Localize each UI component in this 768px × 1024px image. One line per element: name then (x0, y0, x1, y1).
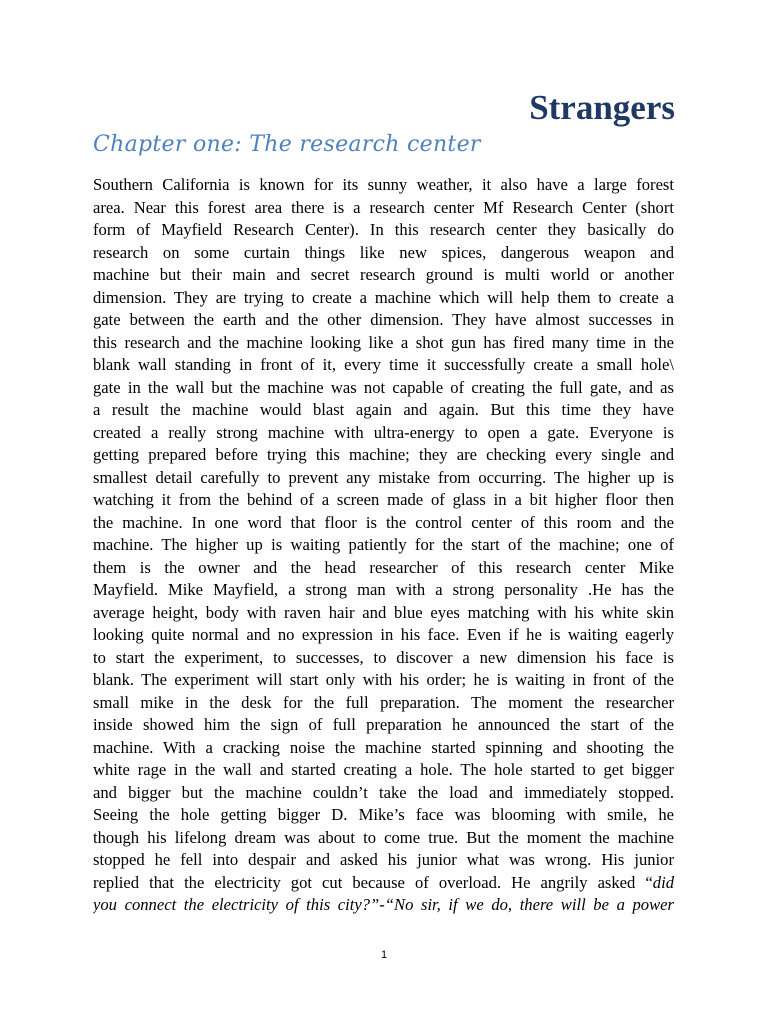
body-line: and bigger but the machine couldn’t take the load and immediately stopped. (93, 782, 674, 802)
body-line: a result the machine would blast again and again. But this time they have (93, 400, 674, 419)
body-line-with-italic (93, 872, 674, 895)
body-line: small mike in the desk for the full preparation. The moment the researcher (93, 692, 674, 712)
body-line: dimension. They are trying to create a machine which will help them to create a (93, 287, 674, 307)
body-line: white rage in the wall and started creating a hole. The hole started to get bigger (93, 760, 674, 779)
body-line: inside showed him the sign of full preparation he announced the start of the (93, 715, 674, 734)
page-number: 1 (380, 949, 388, 961)
body-line: though his lifelong dream was about to come true. But the moment the machine (93, 827, 674, 847)
body-line: looking quite normal and no expression in his face. Even if he is waiting eagerly (93, 625, 674, 644)
body-line: this research and the machine looking like a shot gun has fired many time in the (93, 332, 674, 352)
body-line: the machine. In one word that floor is the control center of this room and the (93, 512, 674, 532)
body-line: getting prepared before trying this machine; they are checking every single and (93, 445, 674, 464)
body-line: machine. With a cracking noise the machine started spinning and shooting the (93, 737, 674, 757)
body-line-text: replied that the electricity got cut because of overload. He angrily asked “ (93, 872, 653, 892)
chapter-heading: Chapter one: The research center (93, 132, 481, 157)
body-line: stopped he fell into despair and asked his junior what was wrong. His junior (93, 850, 674, 869)
body-line: them is the owner and the head researcher of this research center Mike (93, 557, 674, 577)
body-line: research on some curtain things like new spices, dangerous weapon and (93, 242, 674, 262)
body-line: gate between the earth and the other dimension. They have almost successes in (93, 310, 674, 329)
italic-quote: did (652, 872, 674, 892)
body-line: smallest detail carefully to prevent any mistake from occurring. The higher up is (93, 467, 674, 487)
body-line: created a really strong machine with ultra-energy to open a gate. Everyone is (93, 422, 674, 442)
body-line: Mayfield. Mike Mayfield, a strong man with a strong personality .He has the (93, 580, 674, 599)
body-line-italic (93, 894, 674, 917)
body-line: gate in the wall but the machine was not capable of creating the full gate, and as (93, 377, 674, 397)
body-line: average height, body with raven hair and blue eyes matching with his white skin (93, 602, 674, 622)
body-line: Seeing the hole getting bigger D. Mike’s face was blooming with smile, he (93, 805, 674, 824)
italic-quote: you connect the electricity of this city?”-“No sir, if we do, there will be a power (93, 895, 674, 914)
document-title: Strangers (529, 88, 675, 127)
body-line: Southern California is known for its sunny weather, it also have a large forest (93, 175, 674, 194)
body-line: blank wall standing in front of it, every time it successfully create a small hole\ (93, 355, 674, 374)
body-line: area. Near this forest area there is a research center Mf Research Center (short (93, 197, 674, 217)
body-paragraph (93, 174, 674, 917)
body-line: watching it from the behind of a screen made of glass in a bit higher floor then (93, 490, 674, 509)
body-line: to start the experiment, to successes, to discover a new dimension his face is (93, 647, 674, 667)
body-line: machine but their main and secret research ground is multi world or another (93, 265, 674, 284)
body-line: machine. The higher up is waiting patiently for the start of the machine; one of (93, 535, 674, 554)
body-line: blank. The experiment will start only with his order; he is waiting in front of the (93, 670, 674, 689)
body-line: form of Mayfield Research Center). In this research center they basically do (93, 220, 674, 239)
